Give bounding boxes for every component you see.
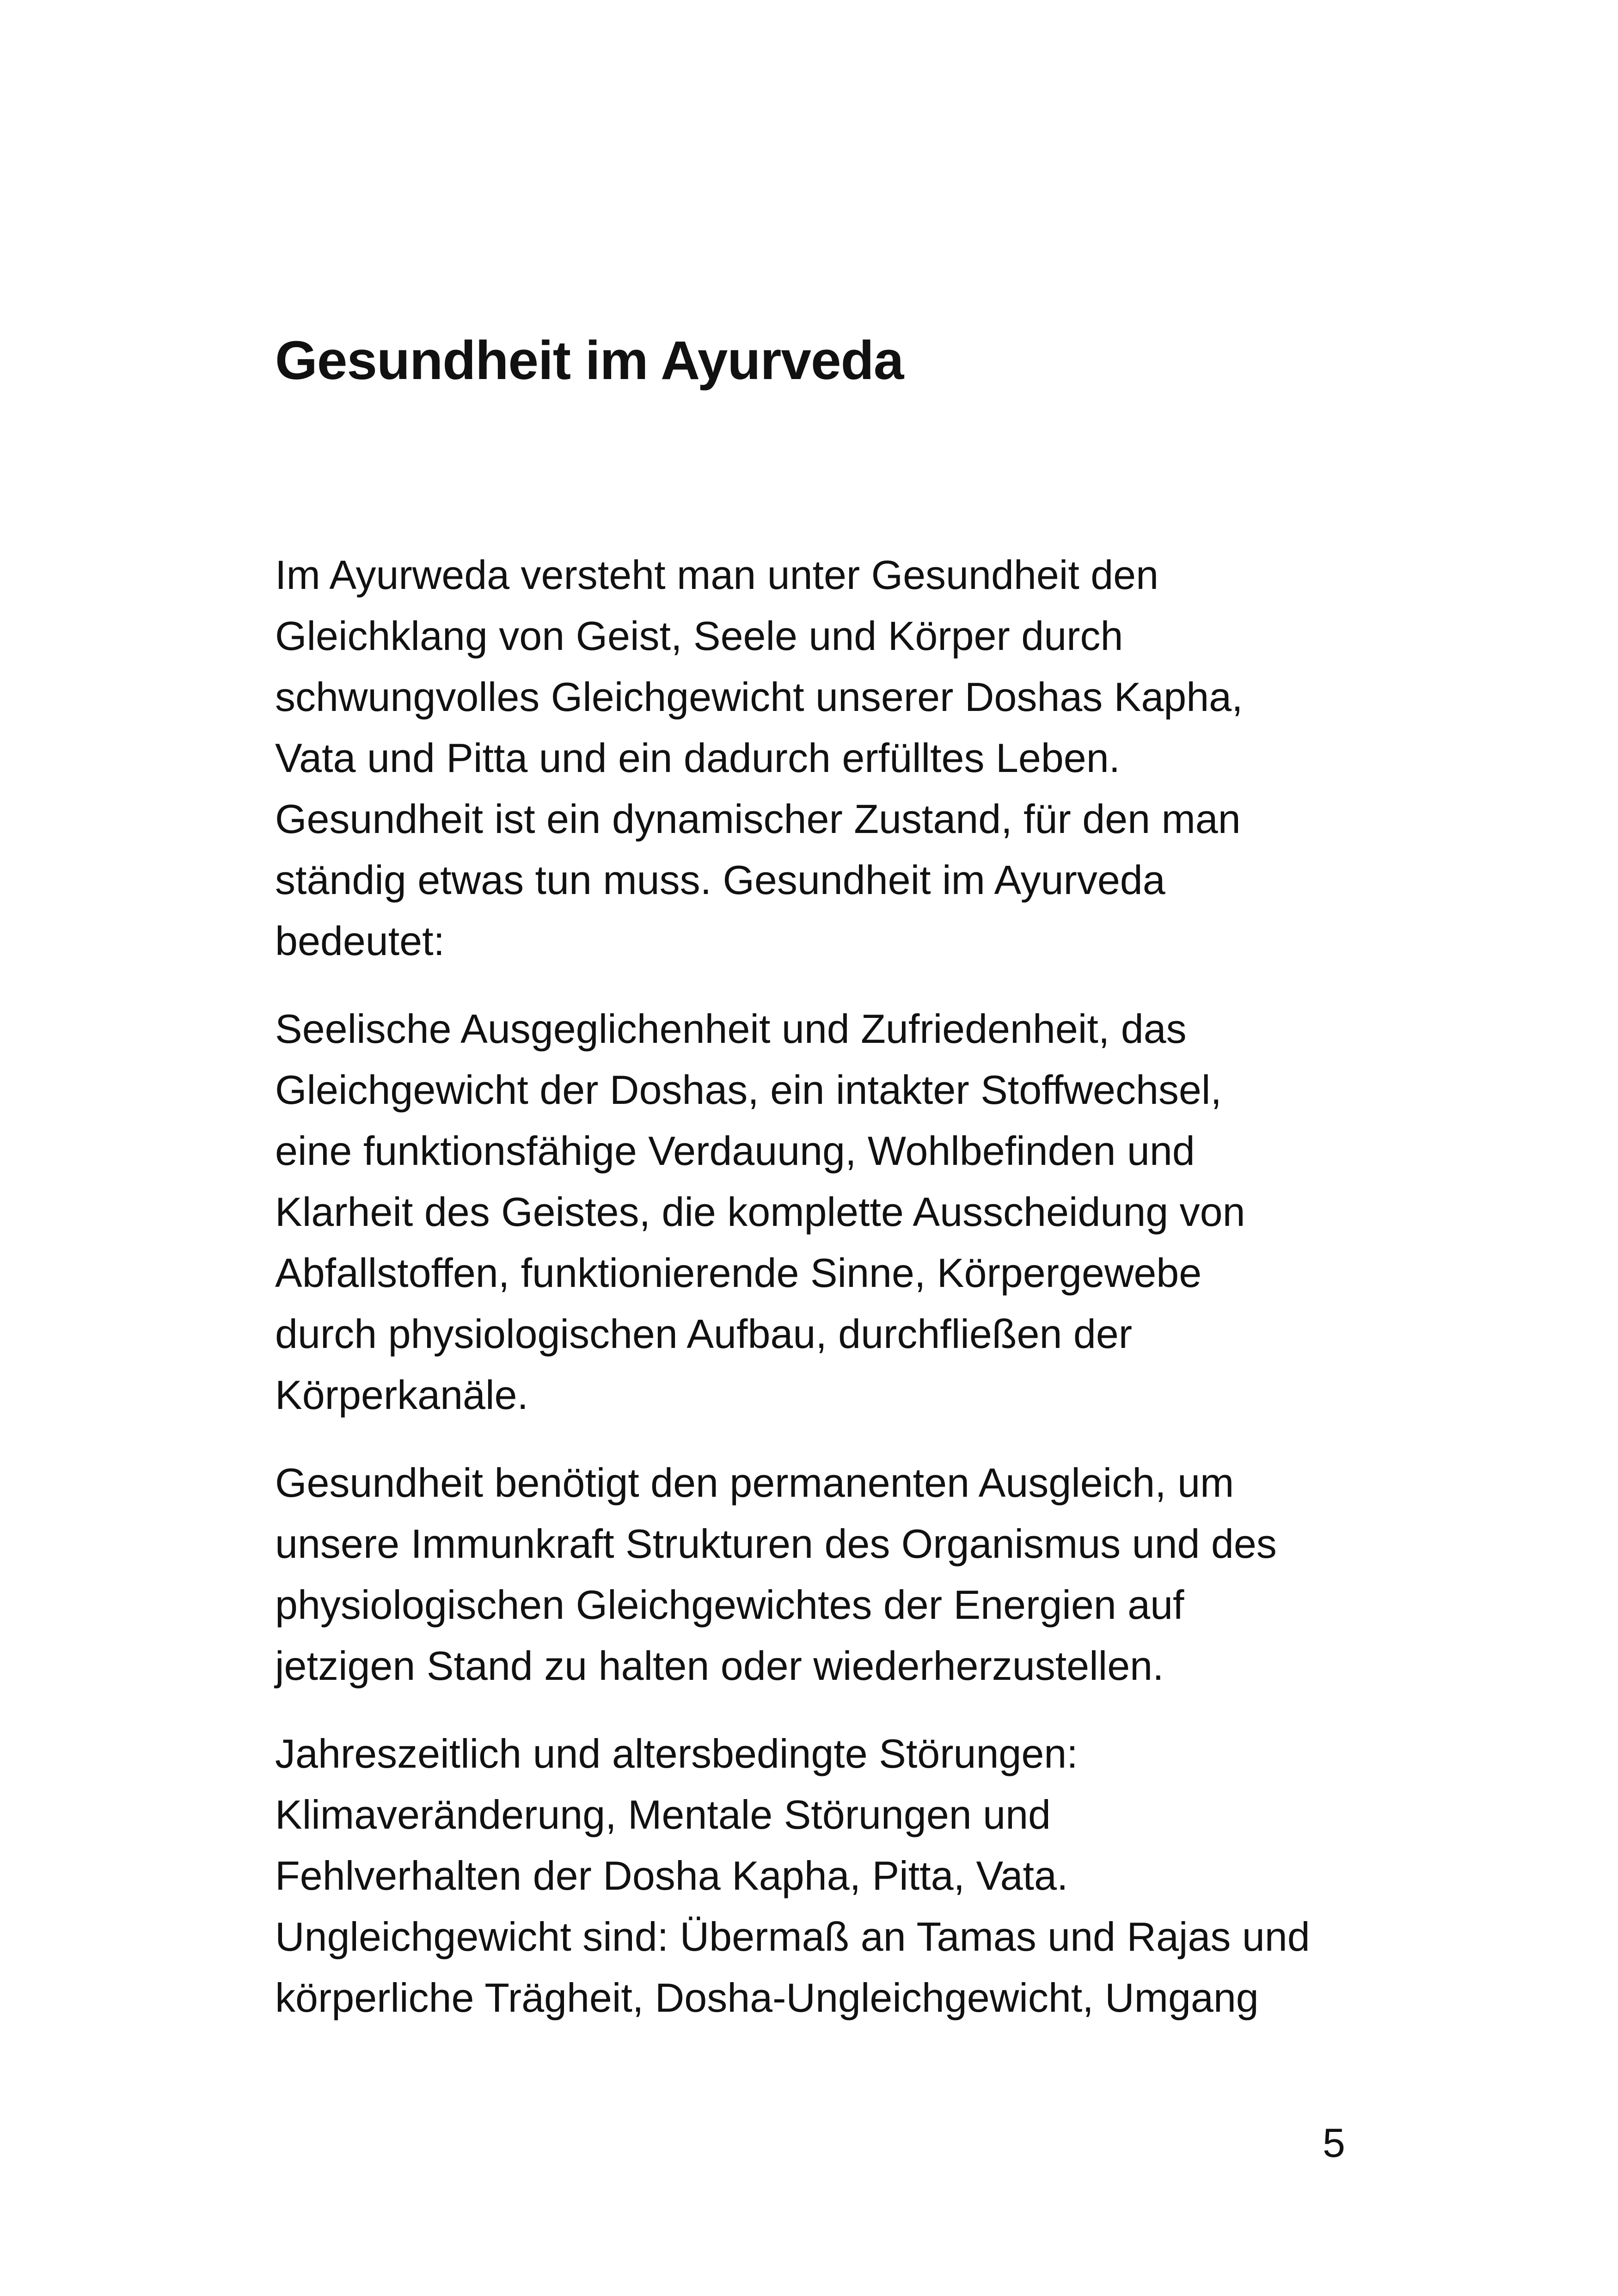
text-line: körperliche Trägheit, Dosha-Ungleichgewicht, Umgang xyxy=(275,1975,1259,2020)
text-line: physiologischen Gleichgewichtes der Energien auf xyxy=(275,1582,1184,1628)
paragraph-3 xyxy=(275,1452,1408,1696)
paragraph-4 xyxy=(275,1723,1408,2028)
text-line: schwungvolles Gleichgewicht unserer Doshas Kapha, xyxy=(275,674,1243,720)
text-line: Ungleichgewicht sind: Übermaß an Tamas und Rajas und xyxy=(275,1914,1310,1959)
text-line: Gesundheit benötigt den permanenten Ausgleich, um xyxy=(275,1460,1234,1506)
text-line: Vata und Pitta und ein dadurch erfülltes Leben. xyxy=(275,735,1121,781)
text-line: unsere Immunkraft Strukturen des Organismus und des xyxy=(275,1521,1277,1567)
text-line: Abfallstoffen, funktionierende Sinne, Körpergewebe xyxy=(275,1250,1202,1296)
page-title: Gesundheit im Ayurveda xyxy=(275,330,904,391)
text-line: jetzigen Stand zu halten oder wiederherzustellen. xyxy=(275,1643,1164,1689)
text-line: Gleichklang von Geist, Seele und Körper durch xyxy=(275,613,1123,659)
text-line: Jahreszeitlich und altersbedingte Störungen: xyxy=(275,1731,1078,1776)
text-line: Klimaveränderung, Mentale Störungen und xyxy=(275,1792,1051,1837)
text-line: Körperkanäle. xyxy=(275,1372,528,1418)
text-line: durch physiologischen Aufbau, durchfließen der xyxy=(275,1311,1133,1357)
text-line: Fehlverhalten der Dosha Kapha, Pitta, Vata. xyxy=(275,1853,1068,1898)
text-line: Im Ayurweda versteht man unter Gesundheit den xyxy=(275,552,1159,598)
text-line: Seelische Ausgeglichenheit und Zufriedenheit, das xyxy=(275,1006,1187,1052)
text-line: eine funktionsfähige Verdauung, Wohlbefinden und xyxy=(275,1128,1195,1174)
paragraph-1 xyxy=(275,545,1408,972)
text-line: Klarheit des Geistes, die komplette Ausscheidung von xyxy=(275,1189,1245,1235)
paragraph-2 xyxy=(275,998,1408,1426)
text-line: ständig etwas tun muss. Gesundheit im Ayurveda xyxy=(275,857,1165,903)
body-text xyxy=(275,545,1408,2055)
text-line: Gleichgewicht der Doshas, ein intakter Stoffwechsel, xyxy=(275,1067,1222,1113)
page-number: 5 xyxy=(1323,2120,1345,2166)
text-line: Gesundheit ist ein dynamischer Zustand, für den man xyxy=(275,796,1241,842)
text-line: bedeutet: xyxy=(275,918,445,964)
